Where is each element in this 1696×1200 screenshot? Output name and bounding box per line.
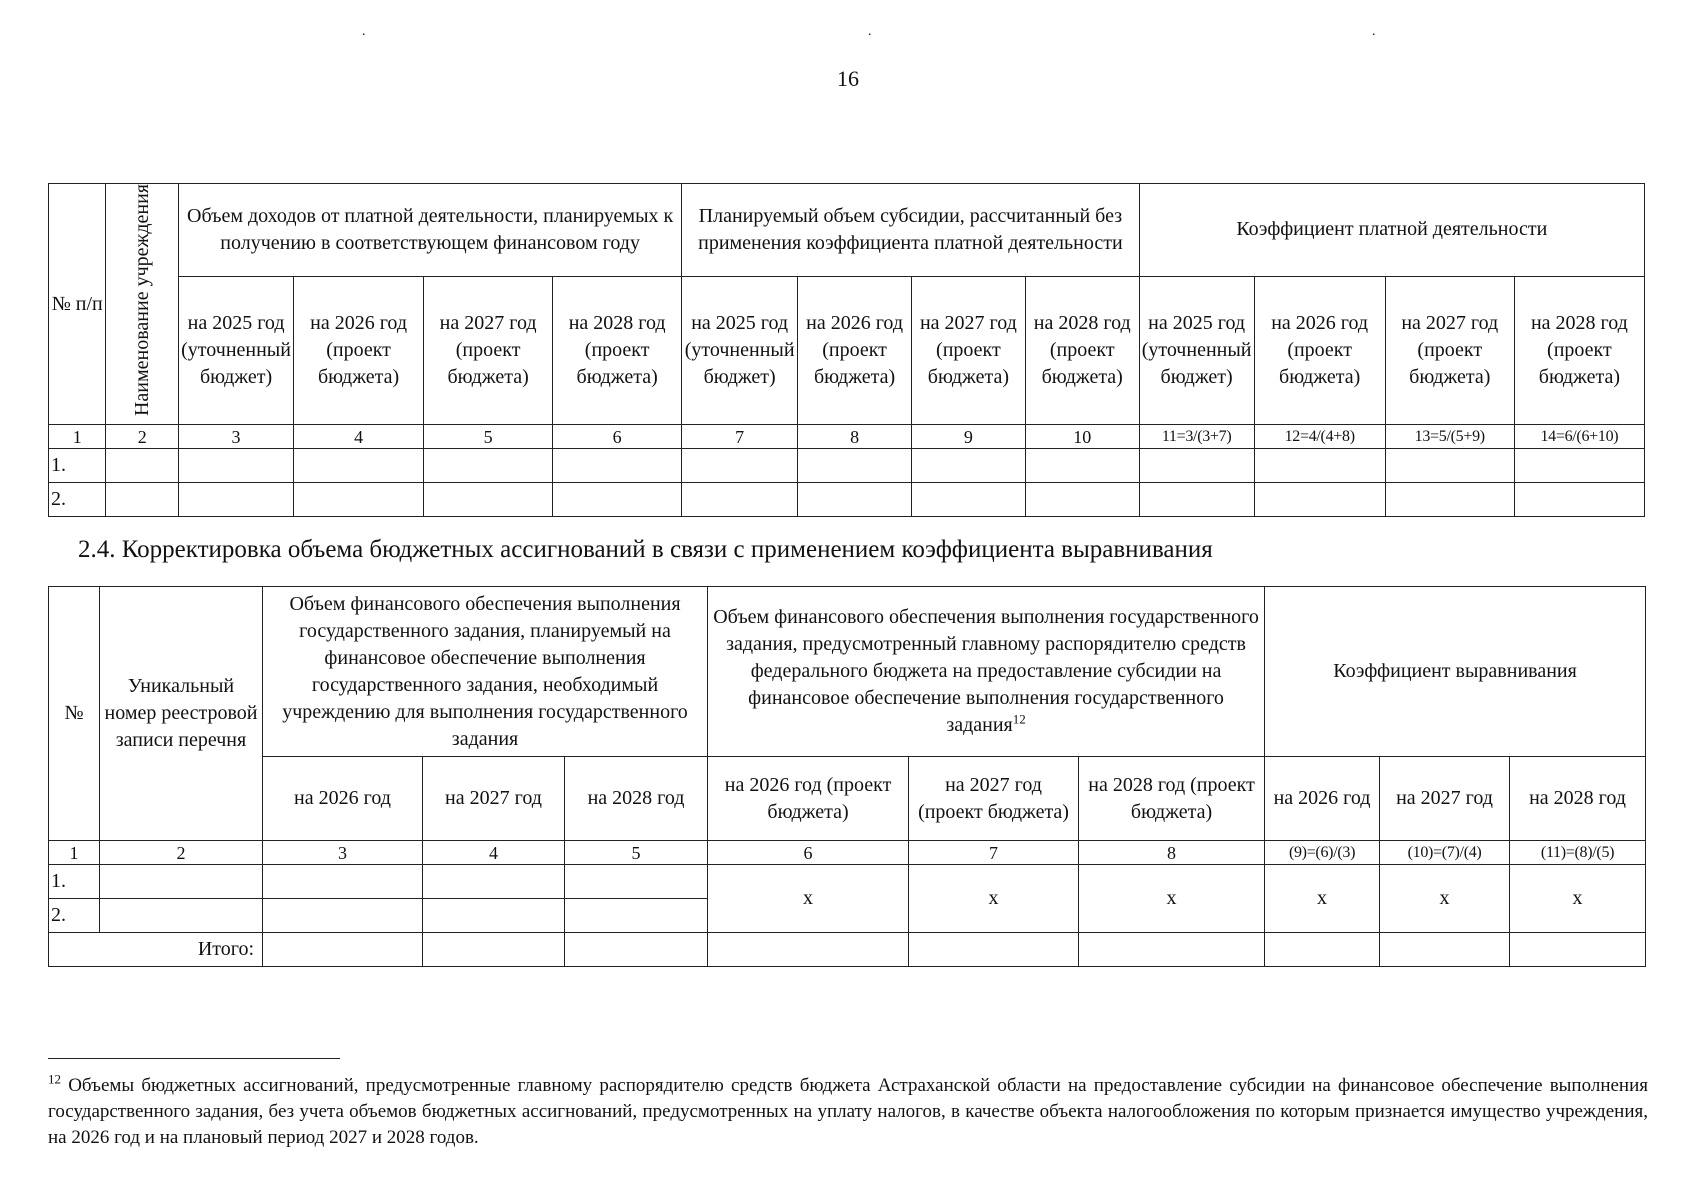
mark-cell: x	[1510, 865, 1646, 933]
col-number: 3	[263, 841, 423, 865]
header-paid-coefficient: Коэффициент платной деятельности	[1139, 184, 1644, 277]
coef-year-2025: на 2025 год (уточненный бюджет)	[1139, 276, 1254, 424]
table-cell	[106, 449, 179, 483]
table-cell	[798, 483, 912, 517]
volume-year-2028: на 2028 год	[565, 757, 708, 841]
footnote-text: Объемы бюджетных ассигнований, предусмотренные главному распорядителю средств бюджета Астраханской области на предоставление субсидии на финансовое обеспечение выполнения государственного задания, без учета объемов бюджетных ассигнований, предусмотренных на уплату налогов, в качестве объекта налогообложения по которым признается имущество учреждения, на 2026 год и на плановый период 2027 и 2028 годов.	[48, 1075, 1649, 1148]
header-row-number: № п/п	[49, 184, 106, 425]
col-number: 3	[179, 425, 294, 449]
table-cell	[911, 449, 1025, 483]
col-number: 7	[682, 425, 798, 449]
mark-cell: x	[708, 865, 909, 933]
table-cell	[100, 865, 263, 899]
income-year-2025: на 2025 год (уточненный бюджет)	[179, 276, 294, 424]
table-cell	[1385, 449, 1514, 483]
table-cell	[1514, 483, 1644, 517]
table-cell	[553, 449, 682, 483]
subsidy-year-2028: на 2028 год (проект бюджета)	[1025, 276, 1139, 424]
header-provided-volume	[708, 587, 1265, 757]
table-cell	[565, 899, 708, 933]
col-number: 5	[424, 425, 553, 449]
provided-year-2028: на 2028 год (проект бюджета)	[1079, 757, 1265, 841]
page-number: 16	[837, 66, 859, 91]
table-cell	[1254, 449, 1385, 483]
col-number: 7	[909, 841, 1079, 865]
table-cell	[1079, 933, 1265, 967]
table-row	[49, 483, 1645, 517]
table-cell	[423, 933, 565, 967]
col-formula: (11)=(8)/(5)	[1510, 841, 1646, 865]
table-cell	[1139, 483, 1254, 517]
table-row	[49, 449, 1645, 483]
subsidy-year-2026: на 2026 год (проект бюджета)	[798, 276, 912, 424]
row-number: 1.	[49, 865, 100, 899]
footnote-separator	[48, 1058, 340, 1059]
table-cell	[179, 483, 294, 517]
table-cell	[1139, 449, 1254, 483]
col-number: 4	[294, 425, 424, 449]
income-year-2028: на 2028 год (проект бюджета)	[553, 276, 682, 424]
col-number: 5	[565, 841, 708, 865]
col-formula: 13=5/(5+9)	[1385, 425, 1514, 449]
table-cell	[424, 449, 553, 483]
header-provided-volume-text: Объем финансового обеспечения выполнения государственного задания, предусмотренный главному распорядителю средств федерального бюджета на предоставление субсидии на финансовое обеспечение выполнения государственного задания	[713, 606, 1259, 736]
col-formula: 11=3/(3+7)	[1139, 425, 1254, 449]
table-cell	[1510, 933, 1646, 967]
equalization-coefficient-table	[48, 586, 1646, 967]
table-cell	[263, 933, 423, 967]
col-number: 2	[100, 841, 263, 865]
table-cell	[708, 933, 909, 967]
section-title: 2.4. Корректировка объема бюджетных ассигнований в связи с применением коэффициента выравнивания	[78, 536, 1213, 563]
coef-year-2028: на 2028 год (проект бюджета)	[1514, 276, 1644, 424]
col-number: 6	[708, 841, 909, 865]
table-cell	[1265, 933, 1380, 967]
table-cell	[106, 483, 179, 517]
table-cell	[294, 483, 424, 517]
subsidy-year-2025: на 2025 год (уточненный бюджет)	[682, 276, 798, 424]
col-number: 10	[1025, 425, 1139, 449]
table-cell	[1025, 483, 1139, 517]
table-cell	[263, 899, 423, 933]
table-cell	[179, 449, 294, 483]
col-number: 1	[49, 425, 106, 449]
coef-year-2028: на 2028 год	[1510, 757, 1646, 841]
table-cell	[1380, 933, 1510, 967]
header-institution-name-text: Наименование учреждения	[130, 184, 153, 417]
volume-year-2026: на 2026 год	[263, 757, 423, 841]
table-cell	[798, 449, 912, 483]
table-cell	[1025, 449, 1139, 483]
provided-year-2026: на 2026 год (проект бюджета)	[708, 757, 909, 841]
table-cell	[294, 449, 424, 483]
table-cell	[423, 865, 565, 899]
header-number: №	[49, 587, 100, 841]
col-number: 6	[553, 425, 682, 449]
paid-activity-coefficient-table	[48, 183, 1645, 517]
table-cell	[911, 483, 1025, 517]
scan-dot: .	[1372, 24, 1376, 39]
col-number: 8	[798, 425, 912, 449]
footnote-number: 12	[48, 1071, 61, 1087]
col-number: 9	[911, 425, 1025, 449]
col-number: 4	[423, 841, 565, 865]
mark-cell: x	[1079, 865, 1265, 933]
table-cell	[1514, 449, 1644, 483]
volume-year-2027: на 2027 год	[423, 757, 565, 841]
coef-year-2026: на 2026 год (проект бюджета)	[1254, 276, 1385, 424]
header-income-volume: Объем доходов от платной деятельности, планируемых к получению в соответствующем финансовом году	[179, 184, 682, 277]
row-number: 2.	[49, 483, 106, 517]
col-formula: (10)=(7)/(4)	[1380, 841, 1510, 865]
footnote-ref: 12	[1012, 711, 1026, 727]
col-number: 8	[1079, 841, 1265, 865]
income-year-2026: на 2026 год (проект бюджета)	[294, 276, 424, 424]
col-formula: 14=6/(6+10)	[1514, 425, 1644, 449]
header-subsidy-volume: Планируемый объем субсидии, рассчитанный без применения коэффициента платной деятельности	[682, 184, 1139, 277]
coef-year-2027: на 2027 год (проект бюджета)	[1385, 276, 1514, 424]
coef-year-2026: на 2026 год	[1265, 757, 1380, 841]
table-cell	[565, 865, 708, 899]
table-cell	[100, 899, 263, 933]
col-formula: (9)=(6)/(3)	[1265, 841, 1380, 865]
table-cell	[424, 483, 553, 517]
total-label: Итого:	[49, 933, 263, 967]
row-number: 1.	[49, 449, 106, 483]
mark-cell: x	[909, 865, 1079, 933]
scan-dot: .	[362, 24, 366, 39]
mark-cell: x	[1265, 865, 1380, 933]
header-registry-number: Уникальный номер реестровой записи перечня	[100, 587, 263, 841]
header-financing-volume: Объем финансового обеспечения выполнения государственного задания, планируемый на финансовое обеспечение выполнения государственного задания, необходимый учреждению для выполнения государственного задания	[263, 587, 708, 757]
table-cell	[1254, 483, 1385, 517]
table-cell	[682, 483, 798, 517]
table-cell	[553, 483, 682, 517]
subsidy-year-2027: на 2027 год (проект бюджета)	[911, 276, 1025, 424]
col-number: 2	[106, 425, 179, 449]
table-cell	[263, 865, 423, 899]
table-cell	[909, 933, 1079, 967]
col-formula: 12=4/(4+8)	[1254, 425, 1385, 449]
footnote	[48, 1073, 1648, 1151]
row-number: 2.	[49, 899, 100, 933]
coef-year-2027: на 2027 год	[1380, 757, 1510, 841]
table-cell	[423, 899, 565, 933]
header-equalization-coefficient: Коэффициент выравнивания	[1265, 587, 1646, 757]
mark-cell: x	[1380, 865, 1510, 933]
header-institution-name	[106, 184, 179, 425]
table-cell	[565, 933, 708, 967]
table-cell	[682, 449, 798, 483]
total-row	[49, 933, 1646, 967]
scan-dot: .	[868, 24, 872, 39]
income-year-2027: на 2027 год (проект бюджета)	[424, 276, 553, 424]
table-cell	[1385, 483, 1514, 517]
provided-year-2027: на 2027 год (проект бюджета)	[909, 757, 1079, 841]
table-row	[49, 865, 1646, 899]
col-number: 1	[49, 841, 100, 865]
